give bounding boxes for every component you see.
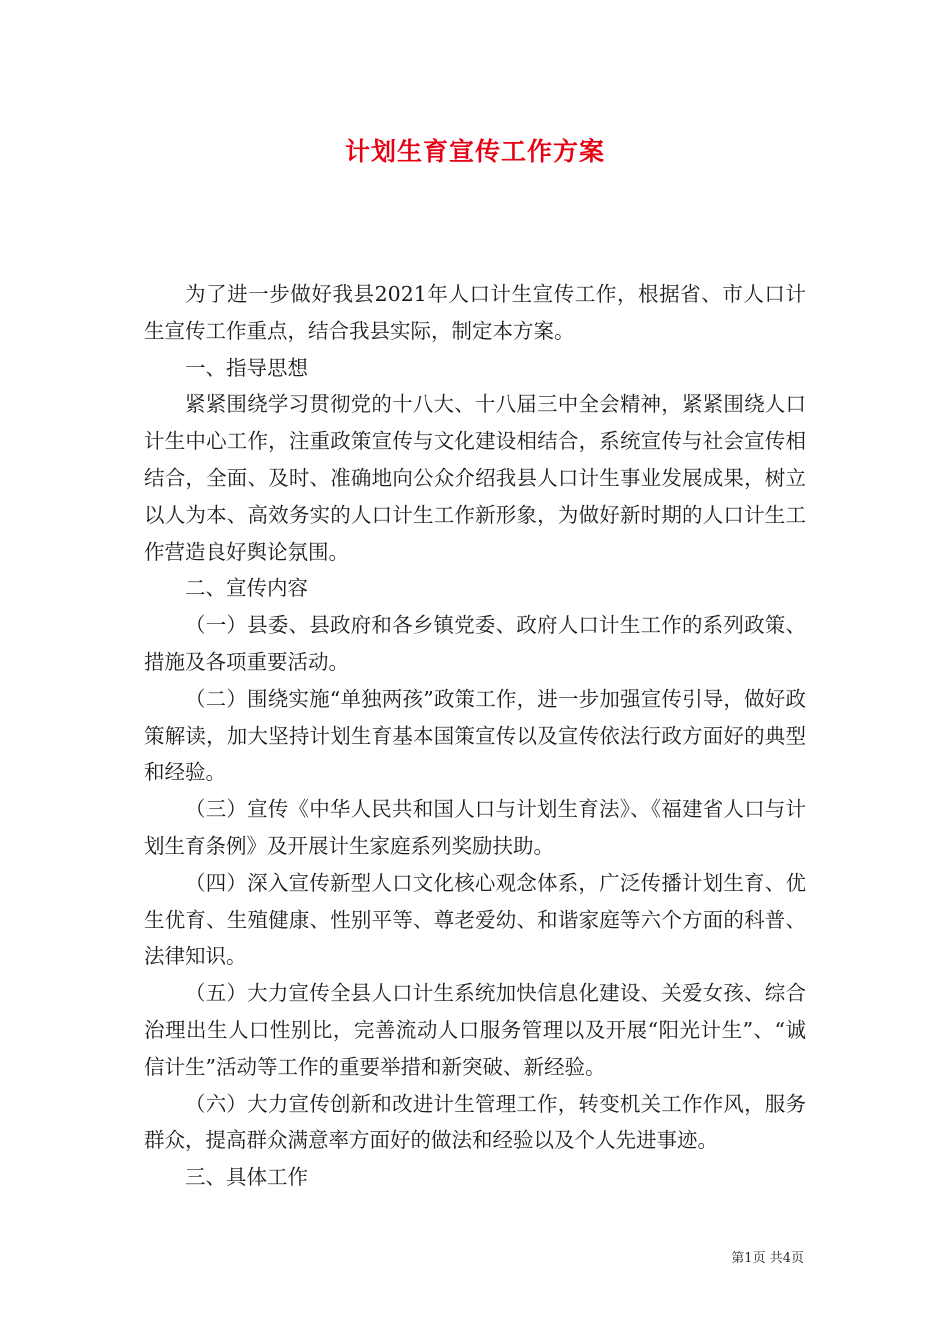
paragraph-item-3: （三）宣传《中华人民共和国人口与计划生育法》、《福建省人口与计划生育条例》及开展计生家庭系列奖励扶助。: [144, 797, 806, 858]
total-pages-number: 4: [782, 1251, 791, 1266]
heading-guiding-ideology: 一、指导思想: [185, 355, 308, 380]
current-page-number: 1: [744, 1251, 753, 1266]
document-title: 计划生育宣传工作方案: [344, 137, 605, 166]
heading-specific-work: 三、具体工作: [185, 1165, 308, 1190]
paragraph-item-6: （六）大力宣传创新和改进计生管理工作，转变机关工作作风，服务群众，提高群众满意率方面好的做法和经验以及个人先进事迹。: [144, 1091, 806, 1153]
document-body: [144, 276, 806, 1196]
footer-middle: 页 共: [752, 1251, 783, 1266]
footer-prefix: 第: [731, 1251, 745, 1266]
paragraph-item-5: （五）大力宣传全县人口计生系统加快信息化建设、关爱女孩、综合治理出生人口性别比，完善流动人口服务管理以及开展“阳光计生”、“诚信计生”活动等工作的重要举措和新突破、新经验。: [144, 981, 806, 1079]
heading-publicity-content: 二、宣传内容: [185, 576, 308, 601]
page-number-footer: [731, 1247, 804, 1266]
paragraph-guiding-ideology: 紧紧围绕学习贯彻党的十八大、十八届三中全会精神，紧紧围绕人口计生中心工作，注重政策宣传与文化建设相结合，系统宣传与社会宣传相结合，全面、及时、准确地向公众介绍我县人口计生事业发展成果，树立以人为本、高效务实的人口计生工作新形象，为做好新时期的人口计生工作营造良好舆论氛围。: [144, 392, 806, 564]
paragraph-intro: 为了进一步做好我县2021年人口计生宣传工作，根据省、市人口计生宣传工作重点，结合我县实际，制定本方案。: [144, 282, 806, 343]
paragraph-item-1: （一）县委、县政府和各乡镇党委、政府人口计生工作的系列政策、措施及各项重要活动。: [144, 613, 806, 674]
paragraph-item-2: （二）围绕实施“单独两孩”政策工作，进一步加强宣传引导，做好政策解读，加大坚持计划生育基本国策宣传以及宣传依法行政方面好的典型和经验。: [144, 686, 806, 785]
footer-suffix: 页: [790, 1251, 804, 1266]
paragraph-item-4: （四）深入宣传新型人口文化核心观念体系，广泛传播计划生育、优生优育、生殖健康、性别平等、尊老爱幼、和谐家庭等六个方面的科普、法律知识。: [144, 870, 806, 969]
